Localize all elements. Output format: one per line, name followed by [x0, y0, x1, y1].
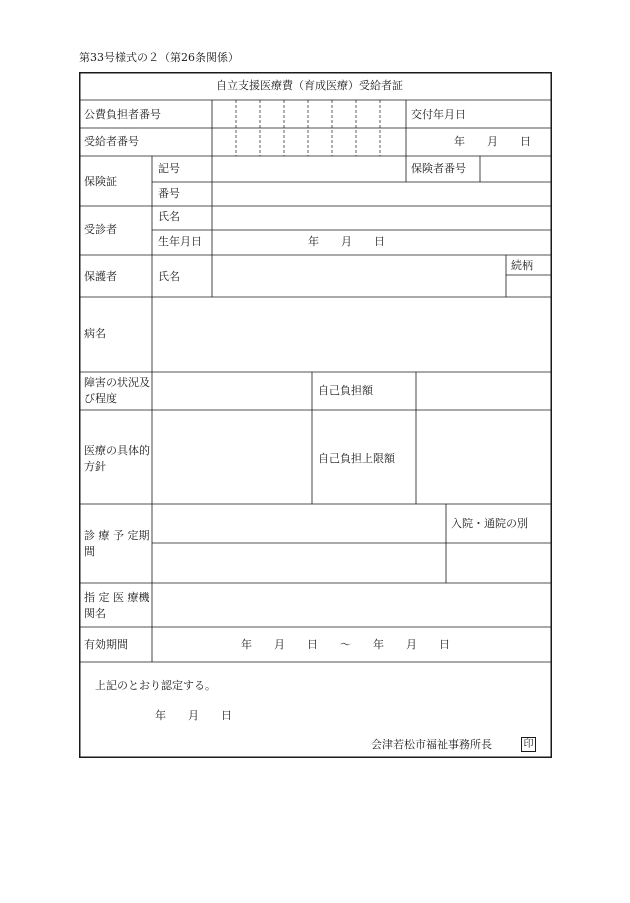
label-insurance-card: 保険証	[84, 175, 117, 188]
label-patient: 受診者	[84, 223, 117, 236]
label-disease-name: 病名	[84, 327, 106, 340]
label-issue-date: 交付年月日	[411, 108, 466, 121]
issue-date-value: 年 月 日	[454, 135, 531, 148]
certificate-title: 自立支援医療費（育成医療）受給者証	[216, 79, 403, 92]
label-recipient-number: 受給者番号	[84, 135, 139, 148]
validity-period-value: 年 月 日 ～ 年 月 日	[241, 638, 450, 651]
certification-date: 年 月 日	[155, 709, 232, 722]
label-relationship: 続柄	[511, 259, 533, 272]
label-validity-period: 有効期間	[84, 638, 128, 651]
label-copay-limit: 自己負担上限額	[318, 452, 395, 465]
label-designated-institution: 指 定 医 療機関名	[84, 591, 150, 620]
table-grid	[79, 72, 552, 758]
seal-mark: 印	[521, 737, 536, 752]
label-guardian: 保護者	[84, 270, 117, 283]
label-inpatient-outpatient: 入院・通院の別	[451, 517, 528, 530]
label-guardian-name: 氏名	[158, 270, 180, 283]
issuer-name: 会津若松市福祉事務所長	[371, 738, 492, 751]
label-disability-status: 障害の状況及び程度	[84, 376, 150, 405]
label-insurance-number: 番号	[158, 187, 180, 200]
label-patient-birthdate: 生年月日	[158, 235, 202, 248]
label-public-payer-number: 公費負担者番号	[84, 108, 161, 121]
certificate-frame	[79, 72, 552, 758]
label-copay-amount: 自己負担額	[318, 384, 373, 397]
label-treatment-plan: 医療の具体的方針	[84, 444, 150, 473]
label-patient-name: 氏名	[158, 210, 180, 223]
label-scheduled-period: 診 療 予 定期間	[84, 529, 150, 558]
certification-statement: 上記のとおり認定する。	[95, 679, 216, 692]
form-number: 第33号様式の２（第26条関係）	[79, 51, 239, 64]
birthdate-value: 年 月 日	[308, 235, 385, 248]
label-insurance-symbol: 記号	[158, 162, 180, 175]
label-insurer-number: 保険者番号	[411, 162, 466, 175]
